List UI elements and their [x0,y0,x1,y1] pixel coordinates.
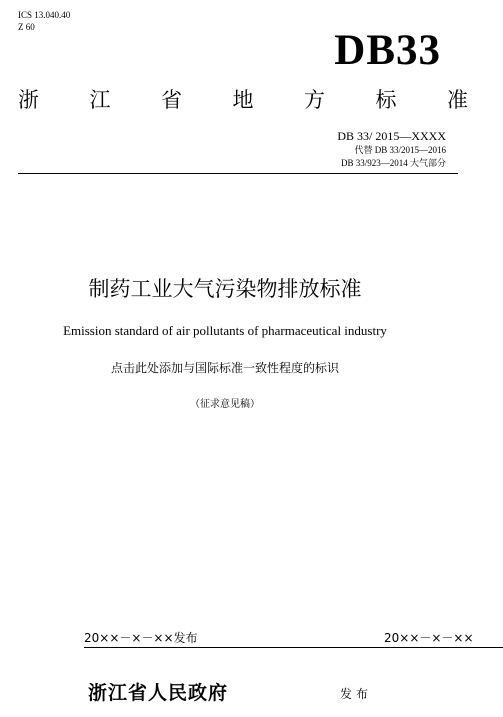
publish-label: 发 布 [340,687,368,701]
title-chinese: 制药工业大气污染物排放标准 [88,277,362,301]
replaces-line-1: 代替 DB 33/2015—2016 [354,145,446,155]
standard-type-char: 浙 [18,88,39,112]
standard-type-char: 准 [447,88,468,112]
draft-status: （征求意见稿） [190,399,260,410]
standard-type-char: 江 [89,88,111,112]
standard-type-char: 省 [161,88,182,112]
classification-codes [18,9,70,33]
replaces-line-2: DB 33/923—2014 大气部分 [340,158,446,168]
publisher-name: 浙江省人民政府 [88,682,229,704]
implement-date: 20××－×－×× [384,631,474,645]
standard-type-heading [18,86,468,114]
standard-number: DB 33/ 2015—XXXX [337,129,446,143]
ics-code: ICS 13.040.40 [18,10,71,20]
header-divider [18,173,458,174]
standard-type-char: 方 [304,88,325,112]
ccs-code: Z 60 [18,22,35,32]
issue-date: 20××－×－××发布 [84,631,198,645]
standard-code-block [337,128,446,170]
title-english: Emission standard of air pollutants of pharmaceutical industry [63,323,387,338]
consistency-note[interactable]: 点击此处添加与国际标准一致性程度的标识 [110,361,339,375]
standard-type-char: 地 [232,88,254,112]
db33-logo: DB33 [334,27,441,74]
standard-type-char: 标 [375,88,397,112]
footer-divider [84,647,503,648]
